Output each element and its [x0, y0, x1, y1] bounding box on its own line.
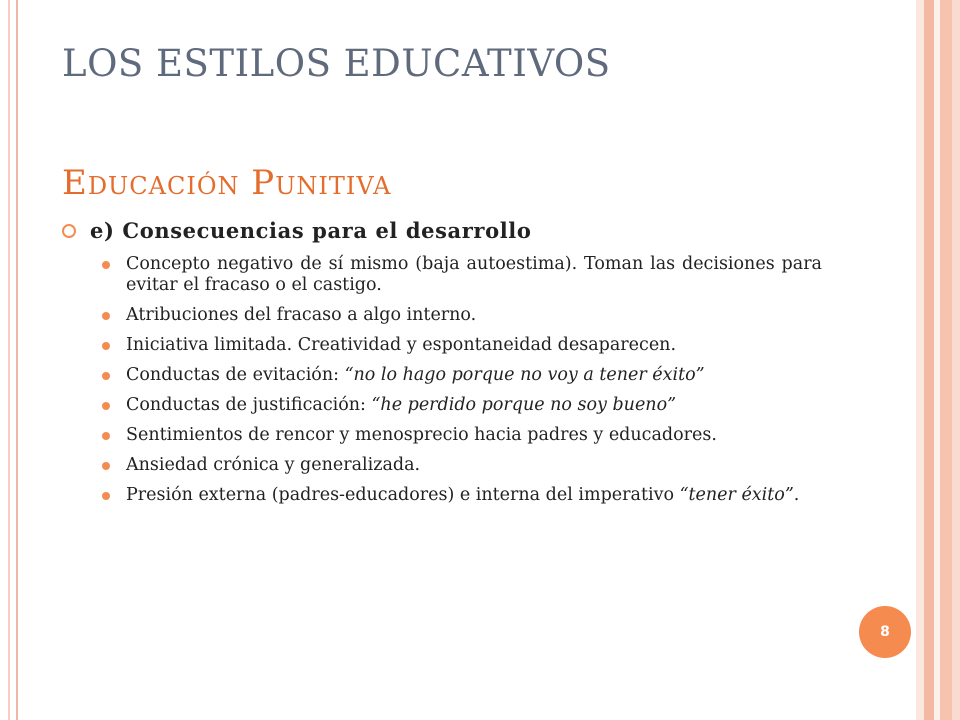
bullet-dot-icon	[102, 261, 110, 269]
list-item-text: Ansiedad crónica y generalizada.	[126, 455, 421, 475]
list-item	[98, 425, 822, 446]
right-stripes-decoration	[916, 0, 960, 720]
section-heading-text: e) Consecuencias para el desarrollo	[90, 218, 532, 243]
stripe	[952, 0, 960, 720]
list-item-text: Presión externa (padres-educadores) e interna del imperativo	[126, 485, 680, 505]
stripe	[916, 0, 924, 720]
list-item	[98, 485, 822, 506]
bullet-dot-icon	[102, 312, 110, 320]
list-item	[98, 305, 822, 326]
list-item-quote: “tener éxito”	[679, 485, 794, 505]
stripe	[940, 0, 952, 720]
bullet-dot-icon	[102, 432, 110, 440]
list-item-suffix: .	[793, 485, 800, 505]
list-item	[98, 335, 822, 356]
list-item-text: Iniciativa limitada. Creatividad y espontaneidad desaparecen.	[126, 335, 677, 355]
list-item-quote: “he perdido porque no soy bueno”	[371, 395, 677, 415]
circle-bullet-icon	[62, 224, 76, 238]
list-item-text: Conductas de justificación:	[126, 395, 372, 415]
bullet-list	[98, 254, 822, 515]
bullet-dot-icon	[102, 342, 110, 350]
list-item-quote: “no lo hago porque no voy a tener éxito”	[344, 365, 705, 385]
list-item-text: Concepto negativo de sí mismo (baja autoestima). Toman las decisiones para evitar el fracaso o el castigo.	[126, 254, 822, 295]
list-item-text: Atribuciones del fracaso a algo interno.	[126, 305, 477, 325]
list-item-text: Sentimientos de rencor y menosprecio hacia padres y educadores.	[126, 425, 717, 445]
list-item	[98, 254, 822, 296]
section-heading	[62, 218, 842, 243]
bullet-dot-icon	[102, 372, 110, 380]
page-number-badge: 8	[859, 606, 911, 658]
left-frame-line	[8, 0, 10, 720]
bullet-dot-icon	[102, 402, 110, 410]
list-item	[98, 365, 822, 386]
list-item	[98, 395, 822, 416]
stripe	[924, 0, 934, 720]
bullet-dot-icon	[102, 492, 110, 500]
slide-subtitle: Educación Punitiva	[62, 163, 392, 203]
slide-title: LOS ESTILOS EDUCATIVOS	[62, 42, 611, 85]
list-item	[98, 455, 822, 476]
list-item-text: Conductas de evitación:	[126, 365, 345, 385]
bullet-dot-icon	[102, 462, 110, 470]
left-frame-decoration	[0, 0, 18, 720]
